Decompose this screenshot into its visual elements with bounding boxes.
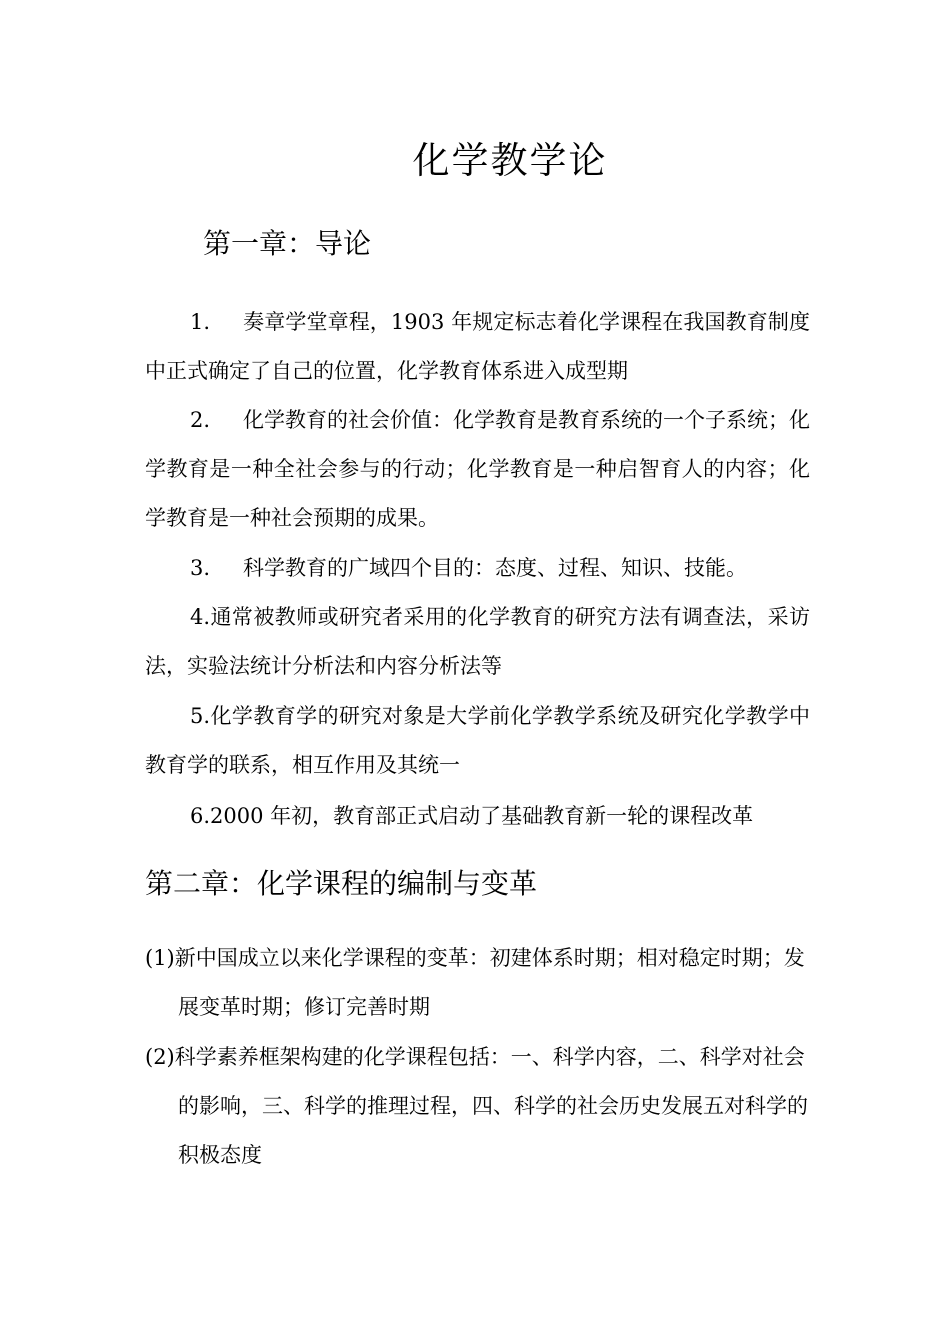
chapter-1-item-2 [145, 396, 810, 543]
document-title: 化学教学论 [412, 139, 608, 182]
chapter-2-heading: 第二章：化学课程的编制与变革 [145, 867, 538, 900]
chapter-2-item-1 [145, 934, 810, 1032]
item-number: 3. [190, 556, 211, 580]
item-number: 4. [190, 605, 211, 629]
item-number: 1. [190, 310, 211, 334]
chapter-1-heading: 第一章：导论 [203, 227, 372, 260]
item-text: 2000 年初，教育部正式启动了基础教育新一轮的课程改革 [210, 804, 754, 828]
item-number: 2. [190, 408, 211, 432]
item-text: 奏章学堂章程，1903 年规定标志着化学课程在我国教育制度中正式确定了自己的位置，化学教育体系进入成型期 [145, 310, 810, 383]
item-number: (1) [145, 946, 175, 970]
item-text: 化学教育学的研究对象是大学前化学教学系统及研究化学教学中教育学的联系，相互作用及其统一 [145, 704, 810, 777]
chapter-1-item-4 [145, 593, 810, 691]
chapter-1-item-6 [145, 792, 810, 841]
chapter-2-item-2 [145, 1033, 810, 1180]
item-number: 5. [190, 704, 211, 728]
item-text: 新中国成立以来化学课程的变革：初建体系时期；相对稳定时期；发展变革时期；修订完善时期 [174, 946, 805, 1019]
chapter-1-item-3 [145, 544, 810, 593]
item-text: 通常被教师或研究者采用的化学教育的研究方法有调查法，采访法，实验法统计分析法和内容分析法等 [145, 605, 810, 678]
chapter-1-item-1 [145, 298, 810, 396]
item-text: 科学教育的广域四个目的：态度、过程、知识、技能。 [243, 556, 747, 580]
chapter-1-item-5 [145, 692, 810, 790]
item-number: (2) [145, 1045, 175, 1069]
item-number: 6. [190, 804, 211, 828]
item-text: 科学素养框架构建的化学课程包括：一、科学内容，二、科学对社会的影响，三、科学的推理过程，四、科学的社会历史发展五对科学的积极态度 [174, 1045, 808, 1167]
item-text: 化学教育的社会价值：化学教育是教育系统的一个子系统；化学教育是一种全社会参与的行动；化学教育是一种启智育人的内容；化学教育是一种社会预期的成果。 [145, 408, 810, 530]
